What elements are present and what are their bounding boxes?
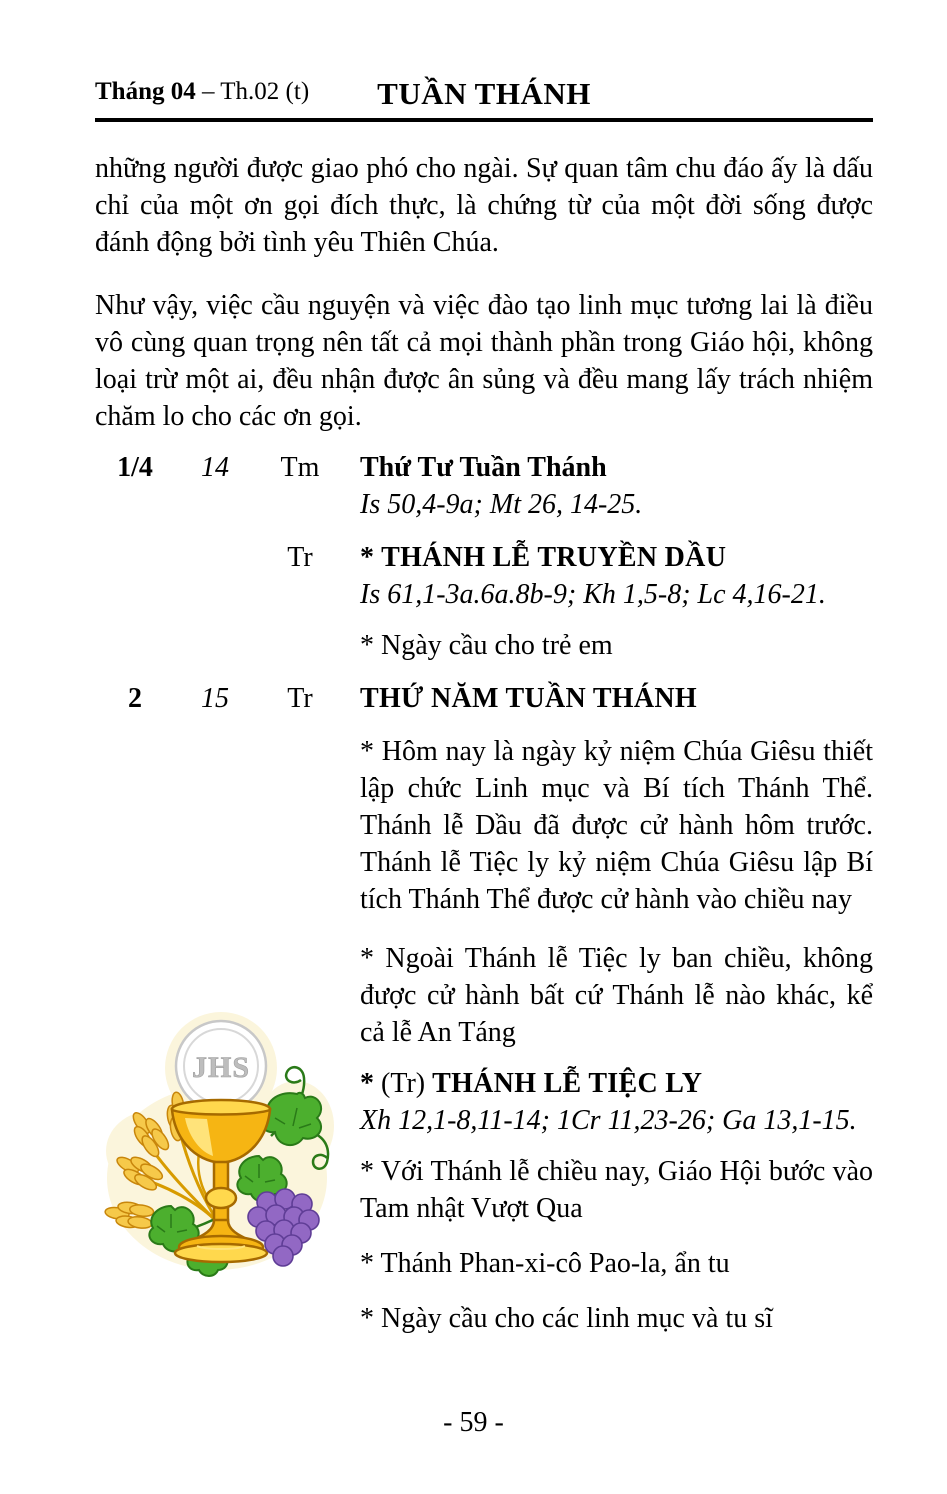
- header-rule: [95, 118, 873, 122]
- eucharist-clipart-image: [101, 1006, 337, 1280]
- page-header: [95, 70, 873, 112]
- note-children-prayer-day: * Ngày cầu cho trẻ em: [360, 630, 613, 661]
- jhs-monogram: JHS: [191, 1051, 251, 1084]
- entry-date-cell: [95, 539, 175, 613]
- entry-title: Thứ Tư Tuần Thánh: [360, 452, 607, 483]
- page-title: TUẦN THÁNH: [377, 76, 591, 111]
- host-icon: [176, 1021, 266, 1111]
- entry-color-code-cell: Tm: [280, 452, 320, 483]
- note-no-other-mass: * Ngoài Thánh lễ Tiệc ly ban chiều, không được cử hành bất cứ Thánh lễ nào khác, kể cả lễ An Táng: [360, 943, 873, 1048]
- entry-lunar-day-cell: 15: [201, 683, 229, 714]
- entry-lunar-day-cell: [175, 539, 255, 613]
- entry-color-code-cell: Tr: [287, 542, 313, 573]
- feast-heading-last-supper: [360, 1065, 873, 1139]
- calendar-entry-april-2: [95, 680, 873, 717]
- entry-body: [345, 449, 873, 523]
- intro-paragraph-1: những người được giao phó cho ngài. Sự quan tâm chu đáo ấy là dấu chỉ của một ơn gọi đích thực, là chứng từ của một đời sống được đánh động bởi tình yêu Thiên Chúa.: [95, 153, 873, 258]
- entry-readings: Is 61,1-3a.6a.8b-9; Kh 1,5-8; Lc 4,16-21.: [360, 579, 826, 610]
- header-lunar-label: – Th.02 (t): [195, 78, 310, 105]
- entry-date-cell: 2: [128, 683, 142, 714]
- entry-title: THỨ NĂM TUẦN THÁNH: [360, 683, 698, 714]
- feast-title: THÁNH LỄ TIỆC LY: [432, 1068, 703, 1099]
- entry-body: [345, 680, 873, 717]
- header-month-label: Tháng 04: [95, 78, 196, 105]
- entry-readings: Is 50,4-9a; Mt 26, 14-25.: [360, 489, 643, 520]
- feast-readings: Xh 12,1-8,11-14; 1Cr 11,23-26; Ga 13,1-15.: [360, 1105, 857, 1136]
- note-institution-of-priesthood: * Hôm nay là ngày kỷ niệm Chúa Giêsu thiết lập chức Linh mục và Bí tích Thánh Thể. Thánh lễ Dầu đã được cử hành hôm trước. Thánh lễ Tiệc ly kỷ niệm Chúa Giêsu lập Bí tích Thánh Thể được cử hành vào chiều nay: [360, 736, 873, 915]
- note-priests-prayer-day: * Ngày cầu cho các linh mục và tu sĩ: [360, 1303, 773, 1334]
- page-number: - 59 -: [443, 1407, 504, 1438]
- intro-paragraph-2: Như vậy, việc cầu nguyện và việc đào tạo linh mục tương lai là điều vô cùng quan trọng nên tất cả mọi thành phần trong Giáo hội, không loại trừ một ai, đều nhận được ân sủng và đều mang lấy trách nhiệm chăm lo cho các ơn gọi.: [95, 290, 873, 432]
- entry-date-cell: 1/4: [117, 452, 153, 483]
- note-saint-francis-of-paola: * Thánh Phan-xi-cô Pao-la, ẩn tu: [360, 1248, 730, 1279]
- entry-body: [345, 539, 873, 613]
- entry-title: * THÁNH LỄ TRUYỀN DẦU: [360, 542, 727, 573]
- feast-color-code: (Tr): [381, 1068, 433, 1099]
- calendar-entry-chrism-mass: [95, 539, 873, 613]
- feast-star: *: [360, 1068, 381, 1099]
- note-triduum: * Với Thánh lễ chiều nay, Giáo Hội bước vào Tam nhật Vượt Qua: [360, 1156, 873, 1224]
- entry-lunar-day-cell: 14: [201, 452, 229, 483]
- calendar-entry-april-1: [95, 449, 873, 523]
- entry-color-code-cell: Tr: [287, 683, 313, 714]
